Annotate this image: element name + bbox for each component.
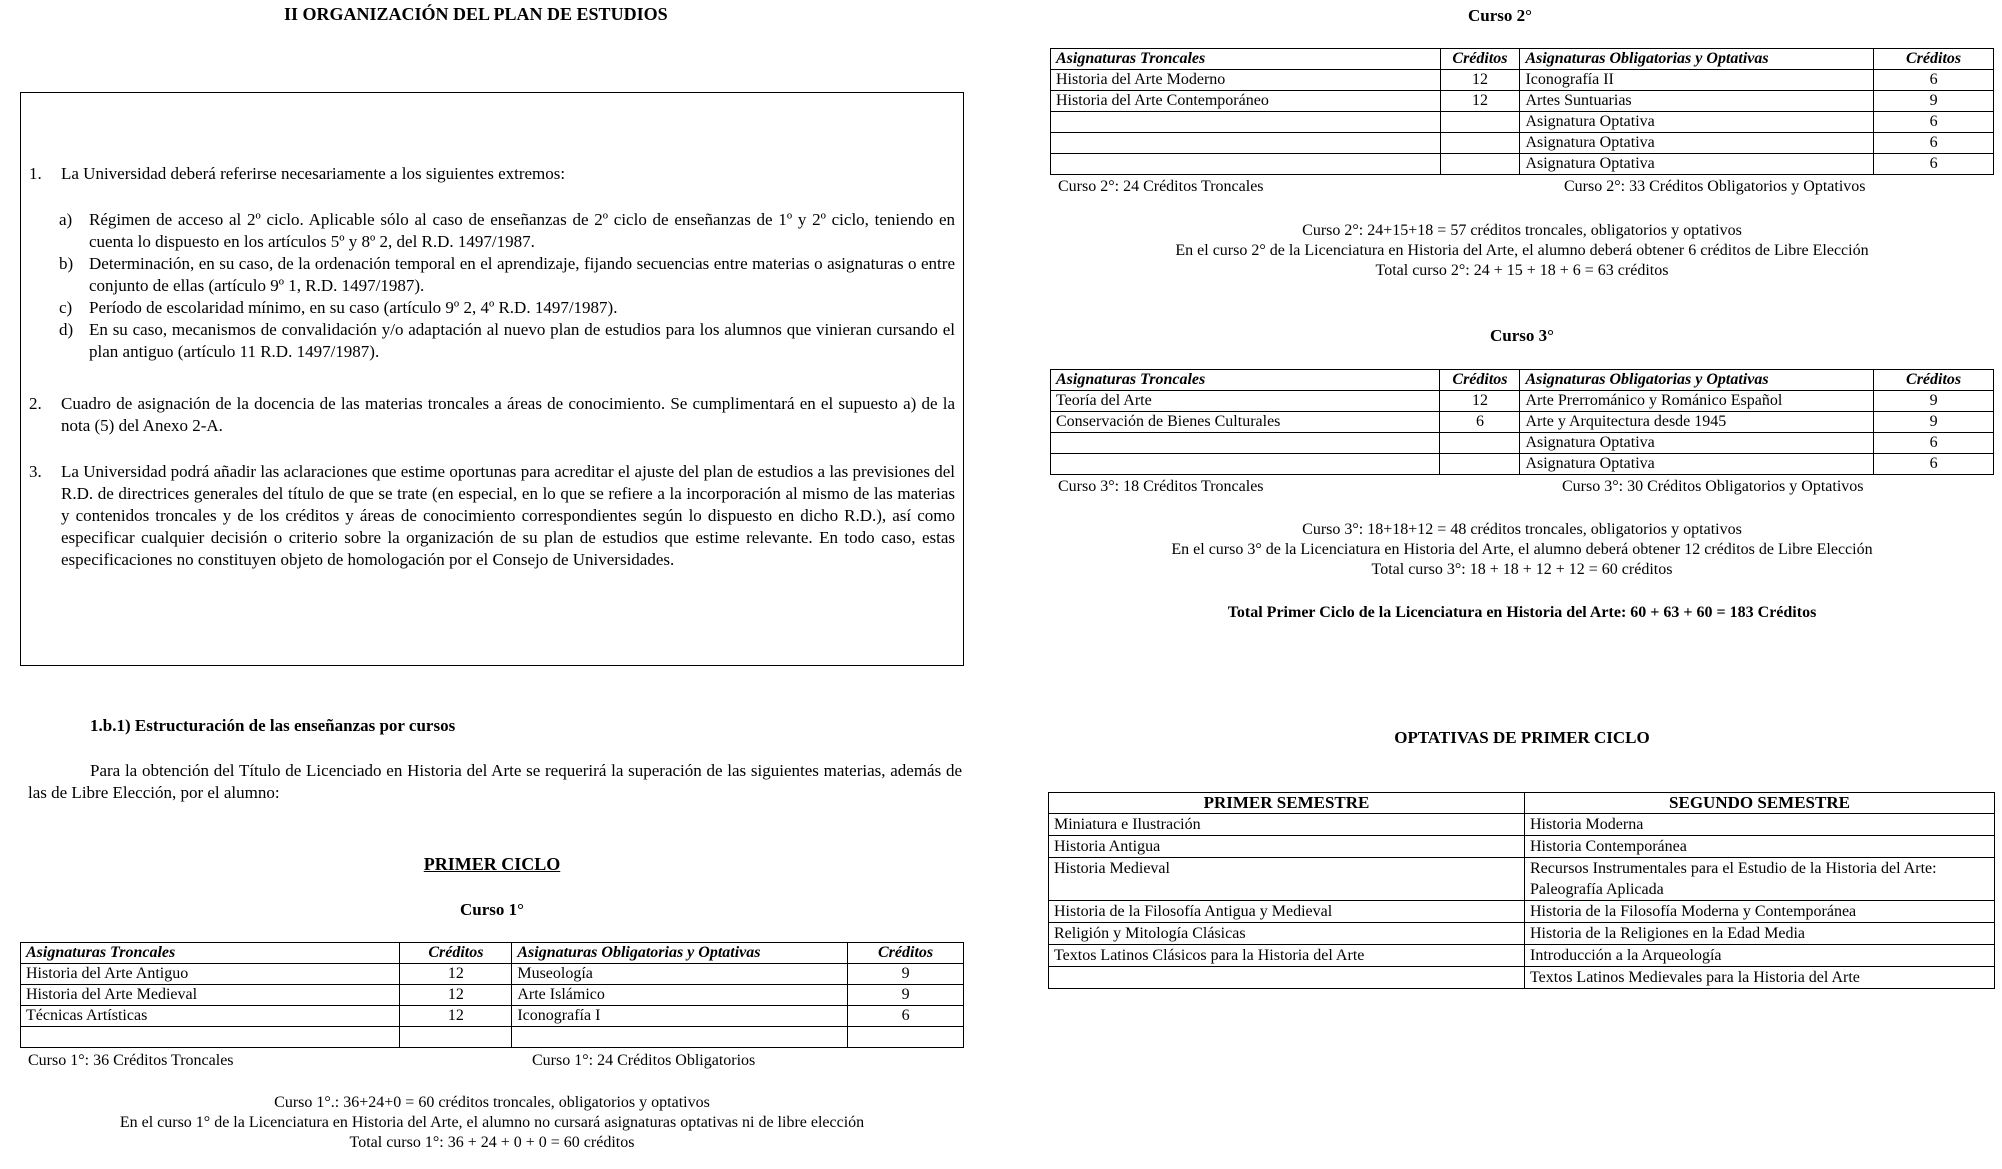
- summary-line: Total curso 3°: 18 + 18 + 12 + 12 = 60 créditos: [1371, 561, 1673, 578]
- curso2-title: Curso 2°: [1468, 6, 1532, 25]
- table-row: [1051, 112, 1994, 133]
- table-cell: Asignatura Optativa: [1520, 133, 1874, 154]
- table-cell: Arte y Arquitectura desde 1945: [1520, 412, 1874, 433]
- subsection-title: 1.b.1) Estructuración de las enseñanzas por cursos: [90, 716, 456, 735]
- table-cell: Historia Contemporánea: [1525, 836, 1995, 858]
- table-cell: 6: [1874, 433, 1994, 454]
- table-cell: [1051, 433, 1440, 454]
- table-cell: 6: [1874, 454, 1994, 475]
- table-row: [21, 1027, 964, 1048]
- table-row: [1049, 945, 1995, 967]
- header-cell: Créditos: [1874, 49, 1994, 70]
- table-cell: Museología: [512, 964, 848, 985]
- summary-line: En el curso 2° de la Licenciatura en Historia del Arte, el alumno deberá obtener 6 créditos de Libre Elección: [1175, 242, 1869, 259]
- table-header-row: [1051, 49, 1994, 70]
- table-cell: Historia del Arte Contemporáneo: [1051, 91, 1441, 112]
- intro-paragraph: Para la obtención del Título de Licenciado en Historia del Arte se requerirá la superación de las siguientes materias, además de las de Libre Elección, por el alumno:: [28, 761, 962, 802]
- note-number: 2.: [29, 394, 42, 413]
- note-text: La Universidad podrá añadir las aclaraciones que estime oportunas para acreditar el ajuste del plan de estudios a las previsiones del R.D. de directrices generales del título de que se trate (en especial, en lo que se refiere a la incorporación al mismo de las materias y contenidos troncales y de los créditos y áreas de conocimiento correspondientes según lo dispuesto en dicho R.D.), así como especificar cualquier decisión o criterio sobre la organización de su plan de estudios que estime relevante. En todo caso, estas especificaciones no constituyen objeto de homologación por el Consejo de Universidades.: [61, 462, 955, 569]
- table-cell: [21, 1027, 400, 1048]
- table-cell: [848, 1027, 964, 1048]
- table-row: [1049, 836, 1995, 858]
- note-text: En su caso, mecanismos de convalidación y/o adaptación al nuevo plan de estudios para los alumnos que vinieran cursando el plan antiguo (artículo 11 R.D. 1497/1987).: [89, 320, 955, 361]
- table-cell: Historia de la Religiones en la Edad Media: [1525, 923, 1995, 945]
- table-cell: Iconografía I: [512, 1006, 848, 1027]
- table-cell: 12: [400, 985, 512, 1006]
- table-cell: 12: [400, 1006, 512, 1027]
- curso3-summary: [1050, 520, 1994, 580]
- table-cell: Historia de la Filosofía Moderna y Contemporánea: [1525, 901, 1995, 923]
- note-text: Régimen de acceso al 2º ciclo. Aplicable sólo al caso de enseñanzas de 2º ciclo de enseñanzas de 1º y 2º ciclo, teniendo en cuenta lo dispuesto en los artículos 5º y 8º 2, del R.D. 1497/1987.: [89, 210, 955, 251]
- table-cell: Asignatura Optativa: [1520, 454, 1874, 475]
- first-cycle-total: Total Primer Ciclo de la Licenciatura en Historia del Arte: 60 + 63 + 60 = 183 Créditos: [1227, 604, 1817, 621]
- note-letter: d): [59, 320, 74, 339]
- optativas-title: OPTATIVAS DE PRIMER CICLO: [1394, 728, 1650, 747]
- table-cell: 9: [848, 964, 964, 985]
- table-cell: Asignatura Optativa: [1520, 112, 1874, 133]
- summary-line: Curso 1°.: 36+24+0 = 60 créditos troncales, obligatorios y optativos: [274, 1094, 710, 1111]
- table-cell: Historia del Arte Antiguo: [21, 964, 400, 985]
- table-row: [21, 985, 964, 1006]
- note-text: Determinación, en su caso, de la ordenación temporal en el aprendizaje, fijando secuencias entre materias o asignaturas o entre conjunto de ellas (artículo 9º 1, R.D. 1497/1987).: [89, 254, 955, 295]
- table-cell: 12: [1440, 391, 1520, 412]
- table-cell: Historia del Arte Medieval: [21, 985, 400, 1006]
- table-cell: Artes Suntuarias: [1520, 91, 1874, 112]
- note-text: Cuadro de asignación de la docencia de las materias troncales a áreas de conocimiento. Se cumplimentará en el supuesto a) de la nota (5) del Anexo 2-A.: [61, 394, 955, 435]
- table-cell: 6: [1874, 154, 1994, 175]
- table-cell: 12: [1440, 70, 1520, 91]
- note-text: La Universidad deberá referirse necesariamente a los siguientes extremos:: [61, 164, 566, 183]
- table-cell: [1049, 967, 1525, 989]
- summary-line: Curso 2°: 24+15+18 = 57 créditos troncales, obligatorios y optativos: [1302, 222, 1742, 239]
- header-cell: Asignaturas Obligatorias y Optativas: [1520, 49, 1874, 70]
- table-cell: Iconografía II: [1520, 70, 1874, 91]
- notes-box: [20, 92, 964, 666]
- table-cell: 9: [848, 985, 964, 1006]
- cycle-title: PRIMER CICLO: [423, 854, 561, 874]
- header-cell: Créditos: [1874, 370, 1994, 391]
- optativas-table: [1048, 792, 1995, 989]
- table-cell: [1051, 112, 1441, 133]
- table-cell: [1440, 112, 1520, 133]
- table-cell: Historia Moderna: [1525, 814, 1995, 836]
- table-row: [1049, 923, 1995, 945]
- table-cell: 12: [1440, 91, 1520, 112]
- table-cell: Introducción a la Arqueología: [1525, 945, 1995, 967]
- table-cell: Historia Antigua: [1049, 836, 1525, 858]
- note-letter: c): [59, 298, 73, 317]
- table-row: [1051, 391, 1994, 412]
- table-cell: Arte Prerrománico y Románico Español: [1520, 391, 1874, 412]
- table-row: [1051, 133, 1994, 154]
- table-row: [1051, 433, 1994, 454]
- table-row: [1049, 858, 1995, 901]
- header-cell: Asignaturas Troncales: [1051, 49, 1441, 70]
- summary-line: Total curso 2°: 24 + 15 + 18 + 6 = 63 créditos: [1375, 262, 1669, 279]
- summary-line: En el curso 1° de la Licenciatura en Historia del Arte, el alumno no cursará asignaturas optativas ni de libre elección: [119, 1114, 865, 1131]
- table-cell: Técnicas Artísticas: [21, 1006, 400, 1027]
- table-cell: [400, 1027, 512, 1048]
- table-header-row: [1049, 793, 1995, 814]
- table-row: [1051, 454, 1994, 475]
- curso1-title: Curso 1°: [460, 900, 524, 919]
- note-number: 1.: [29, 164, 42, 183]
- curso1-caption-left: Curso 1°: 36 Créditos Troncales: [28, 1052, 234, 1069]
- table-cell: 9: [1874, 412, 1994, 433]
- note-number: 3.: [29, 462, 42, 481]
- header-cell: Créditos: [1440, 370, 1520, 391]
- table-cell: Textos Latinos Medievales para la Historia del Arte: [1525, 967, 1995, 989]
- table-cell: 9: [1874, 391, 1994, 412]
- table-row: [1049, 814, 1995, 836]
- table-cell: 6: [1874, 70, 1994, 91]
- summary-line: Curso 3°: 18+18+12 = 48 créditos troncales, obligatorios y optativos: [1302, 521, 1742, 538]
- header-cell: Asignaturas Troncales: [1051, 370, 1440, 391]
- table-cell: Historia Medieval: [1049, 858, 1525, 901]
- table-cell: Teoría del Arte: [1051, 391, 1440, 412]
- note-letter: b): [59, 254, 74, 273]
- table-cell: [1440, 154, 1520, 175]
- table-cell: Historia de la Filosofía Antigua y Medieval: [1049, 901, 1525, 923]
- table-cell: Textos Latinos Clásicos para la Historia del Arte: [1049, 945, 1525, 967]
- header-cell: SEGUNDO SEMESTRE: [1525, 793, 1995, 814]
- curso1-caption-right: Curso 1°: 24 Créditos Obligatorios: [532, 1052, 756, 1069]
- table-cell: [1440, 133, 1520, 154]
- curso1-table: [20, 942, 964, 1048]
- header-cell: Asignaturas Troncales: [21, 943, 400, 964]
- section-title: II ORGANIZACIÓN DEL PLAN DE ESTUDIOS: [284, 4, 668, 24]
- curso3-caption-left: Curso 3°: 18 Créditos Troncales: [1058, 478, 1264, 495]
- table-cell: [1051, 154, 1441, 175]
- table-header-row: [21, 943, 964, 964]
- table-cell: Religión y Mitología Clásicas: [1049, 923, 1525, 945]
- table-cell: Miniatura e Ilustración: [1049, 814, 1525, 836]
- table-cell: Asignatura Optativa: [1520, 433, 1874, 454]
- table-row: [1049, 967, 1995, 989]
- table-cell: 6: [1874, 112, 1994, 133]
- table-row: [1051, 154, 1994, 175]
- curso2-summary: [1050, 221, 1994, 281]
- table-cell: 6: [1874, 133, 1994, 154]
- table-cell: Historia del Arte Moderno: [1051, 70, 1441, 91]
- table-cell: [1440, 454, 1520, 475]
- table-row: [1049, 901, 1995, 923]
- header-cell: Asignaturas Obligatorias y Optativas: [1520, 370, 1874, 391]
- table-cell: Conservación de Bienes Culturales: [1051, 412, 1440, 433]
- table-row: [21, 1006, 964, 1027]
- table-cell: [1440, 433, 1520, 454]
- table-cell: 12: [400, 964, 512, 985]
- table-row: [1051, 412, 1994, 433]
- curso3-caption-right: Curso 3°: 30 Créditos Obligatorios y Optativos: [1562, 478, 1864, 495]
- table-cell: 6: [1440, 412, 1520, 433]
- table-cell: 6: [848, 1006, 964, 1027]
- table-cell: Asignatura Optativa: [1520, 154, 1874, 175]
- header-cell: PRIMER SEMESTRE: [1049, 793, 1525, 814]
- curso2-table: [1050, 48, 1994, 175]
- header-cell: Créditos: [400, 943, 512, 964]
- table-cell: [1051, 133, 1441, 154]
- table-row: [1051, 91, 1994, 112]
- table-cell: 9: [1874, 91, 1994, 112]
- table-header-row: [1051, 370, 1994, 391]
- curso2-caption-left: Curso 2°: 24 Créditos Troncales: [1058, 178, 1264, 195]
- table-cell: Arte Islámico: [512, 985, 848, 1006]
- curso3-title: Curso 3°: [1490, 326, 1554, 345]
- table-cell: [512, 1027, 848, 1048]
- note-text: Período de escolaridad mínimo, en su caso (artículo 9º 2, 4º R.D. 1497/1987).: [89, 298, 618, 317]
- table-cell: [1051, 454, 1440, 475]
- header-cell: Créditos: [1440, 49, 1520, 70]
- table-row: [21, 964, 964, 985]
- curso2-caption-right: Curso 2°: 33 Créditos Obligatorios y Optativos: [1564, 178, 1866, 195]
- note-letter: a): [59, 210, 73, 229]
- curso1-summary: [20, 1093, 964, 1153]
- table-row: [1051, 70, 1994, 91]
- header-cell: Asignaturas Obligatorias y Optativas: [512, 943, 848, 964]
- summary-line: Total curso 1°: 36 + 24 + 0 + 0 = 60 créditos: [349, 1134, 635, 1151]
- header-cell: Créditos: [848, 943, 964, 964]
- curso3-table: [1050, 369, 1994, 475]
- summary-line: En el curso 3° de la Licenciatura en Historia del Arte, el alumno deberá obtener 12 créditos de Libre Elección: [1171, 541, 1873, 558]
- table-cell: Recursos Instrumentales para el Estudio de la Historia del Arte: Paleografía Aplicada: [1525, 858, 1995, 901]
